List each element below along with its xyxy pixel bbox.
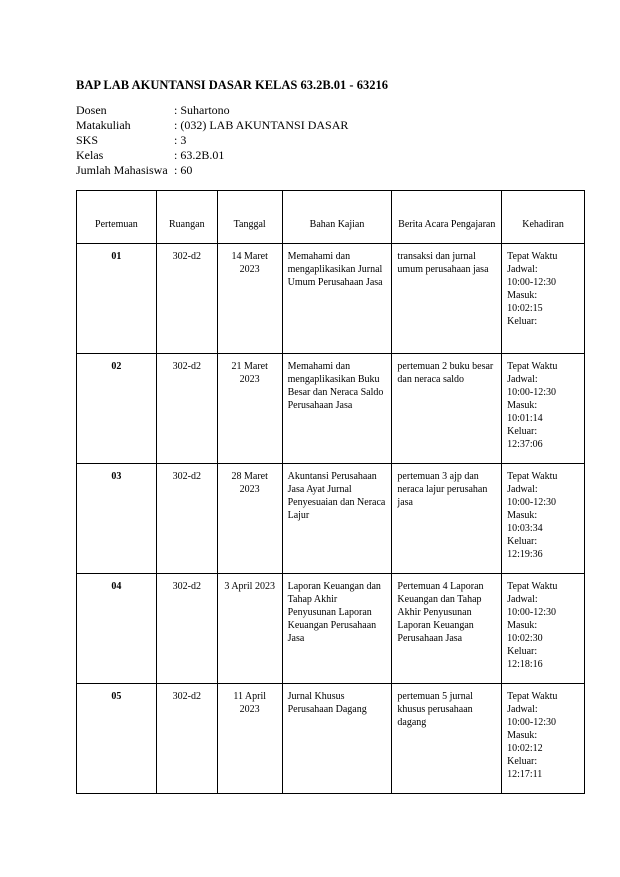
cell-kehadiran <box>502 684 585 794</box>
kehadiran-jadwal: 10:00-12:30 <box>507 387 557 398</box>
header-bahan-kajian: Bahan Kajian <box>282 191 392 244</box>
table-row <box>77 574 585 684</box>
kehadiran-jadwal: 10:00-12:30 <box>507 497 557 508</box>
cell-ruangan: 302-d2 <box>156 574 217 684</box>
meta-label: SKS <box>76 133 99 147</box>
cell-tanggal: 3 April 2023 <box>217 574 282 684</box>
cell-pertemuan: 01 <box>77 244 157 354</box>
cell-berita-acara: pertemuan 5 jurnal khusus perusahaan dagang <box>392 684 502 794</box>
kehadiran-jadwal-label: Jadwal: <box>507 704 538 715</box>
cell-bahan-kajian: Jurnal Khusus Perusahaan Dagang <box>282 684 392 794</box>
table-row <box>77 244 585 354</box>
kehadiran-jadwal: 10:00-12:30 <box>507 607 557 618</box>
cell-ruangan: 302-d2 <box>156 464 217 574</box>
cell-berita-acara: pertemuan 3 ajp dan neraca lajur perusahan jasa <box>392 464 502 574</box>
kehadiran-keluar-label: Keluar: <box>507 536 538 547</box>
kehadiran-masuk: 10:03:34 <box>507 523 543 534</box>
kehadiran-keluar-label: Keluar: <box>507 426 538 437</box>
kehadiran-status: Tepat Waktu <box>507 691 558 702</box>
kehadiran-keluar-label: Keluar: <box>507 756 538 767</box>
meta-row-dosen <box>76 103 348 118</box>
cell-kehadiran <box>502 574 585 684</box>
header-ruangan: Ruangan <box>156 191 217 244</box>
kehadiran-masuk-label: Masuk: <box>507 620 538 631</box>
kehadiran-keluar-label: Keluar: <box>507 316 538 327</box>
kehadiran-keluar: 12:37:06 <box>507 439 543 450</box>
meta-value: : (032) LAB AKUNTANSI DASAR <box>174 118 349 132</box>
meta-label: Matakuliah <box>76 118 131 132</box>
meta-label: Jumlah Mahasiswa <box>76 163 168 177</box>
meta-label: Dosen <box>76 103 107 117</box>
kehadiran-keluar: 12:17:11 <box>507 769 543 780</box>
kehadiran-status: Tepat Waktu <box>507 251 558 262</box>
table-row <box>77 464 585 574</box>
course-info <box>76 103 348 178</box>
table-row <box>77 354 585 464</box>
meta-value: : 63.2B.01 <box>174 148 225 162</box>
kehadiran-status: Tepat Waktu <box>507 581 558 592</box>
meta-value: : Suhartono <box>174 103 230 117</box>
kehadiran-masuk: 10:02:12 <box>507 743 543 754</box>
header-berita-acara: Berita Acara Pengajaran <box>392 191 502 244</box>
kehadiran-jadwal: 10:00-12:30 <box>507 277 557 288</box>
meta-row-jumlah-mahasiswa <box>76 163 348 178</box>
cell-ruangan: 302-d2 <box>156 354 217 464</box>
meta-row-matakuliah <box>76 118 348 133</box>
kehadiran-masuk-label: Masuk: <box>507 290 538 301</box>
kehadiran-keluar-label: Keluar: <box>507 646 538 657</box>
meta-value: : 3 <box>174 133 187 147</box>
cell-berita-acara: pertemuan 2 buku besar dan neraca saldo <box>392 354 502 464</box>
kehadiran-jadwal-label: Jadwal: <box>507 374 538 385</box>
cell-pertemuan: 04 <box>77 574 157 684</box>
kehadiran-status: Tepat Waktu <box>507 361 558 372</box>
header-pertemuan: Pertemuan <box>77 191 157 244</box>
kehadiran-masuk: 10:02:15 <box>507 303 543 314</box>
header-kehadiran: Kehadiran <box>502 191 585 244</box>
cell-bahan-kajian: Laporan Keuangan dan Tahap Akhir Penyusunan Laporan Keuangan Perusahaan Jasa <box>282 574 392 684</box>
meta-label: Kelas <box>76 148 104 162</box>
page-title: BAP LAB AKUNTANSI DASAR KELAS 63.2B.01 - 63216 <box>76 78 388 92</box>
kehadiran-masuk-label: Masuk: <box>507 730 538 741</box>
cell-berita-acara: transaksi dan jurnal umum perusahaan jasa <box>392 244 502 354</box>
cell-pertemuan: 02 <box>77 354 157 464</box>
kehadiran-masuk: 10:02:30 <box>507 633 543 644</box>
header-tanggal: Tanggal <box>217 191 282 244</box>
kehadiran-masuk-label: Masuk: <box>507 510 538 521</box>
meta-row-sks <box>76 133 348 148</box>
table-header-row <box>77 191 585 244</box>
cell-kehadiran <box>502 244 585 354</box>
cell-tanggal: 28 Maret 2023 <box>217 464 282 574</box>
kehadiran-keluar: 12:19:36 <box>507 549 543 560</box>
cell-ruangan: 302-d2 <box>156 684 217 794</box>
kehadiran-jadwal: 10:00-12:30 <box>507 717 557 728</box>
kehadiran-masuk-label: Masuk: <box>507 400 538 411</box>
attendance-table <box>76 190 585 794</box>
cell-bahan-kajian: Memahami dan mengaplikasikan Buku Besar dan Neraca Saldo Perusahaan Jasa <box>282 354 392 464</box>
kehadiran-status: Tepat Waktu <box>507 471 558 482</box>
kehadiran-jadwal-label: Jadwal: <box>507 484 538 495</box>
cell-tanggal: 21 Maret 2023 <box>217 354 282 464</box>
kehadiran-masuk: 10:01:14 <box>507 413 543 424</box>
cell-kehadiran <box>502 354 585 464</box>
cell-bahan-kajian: Memahami dan mengaplikasikan Jurnal Umum Perusahaan Jasa <box>282 244 392 354</box>
cell-kehadiran <box>502 464 585 574</box>
cell-pertemuan: 03 <box>77 464 157 574</box>
cell-bahan-kajian: Akuntansi Perusahaan Jasa Ayat Jurnal Penyesuaian dan Neraca Lajur <box>282 464 392 574</box>
kehadiran-jadwal-label: Jadwal: <box>507 594 538 605</box>
cell-berita-acara: Pertemuan 4 Laporan Keuangan dan Tahap Akhir Penyusunan Laporan Keuangan Perusahaan Jasa <box>392 574 502 684</box>
table-row <box>77 684 585 794</box>
cell-tanggal: 14 Maret 2023 <box>217 244 282 354</box>
meta-value: : 60 <box>174 163 193 177</box>
cell-tanggal: 11 April 2023 <box>217 684 282 794</box>
meta-row-kelas <box>76 148 348 163</box>
cell-pertemuan: 05 <box>77 684 157 794</box>
kehadiran-jadwal-label: Jadwal: <box>507 264 538 275</box>
cell-ruangan: 302-d2 <box>156 244 217 354</box>
kehadiran-keluar: 12:18:16 <box>507 659 543 670</box>
